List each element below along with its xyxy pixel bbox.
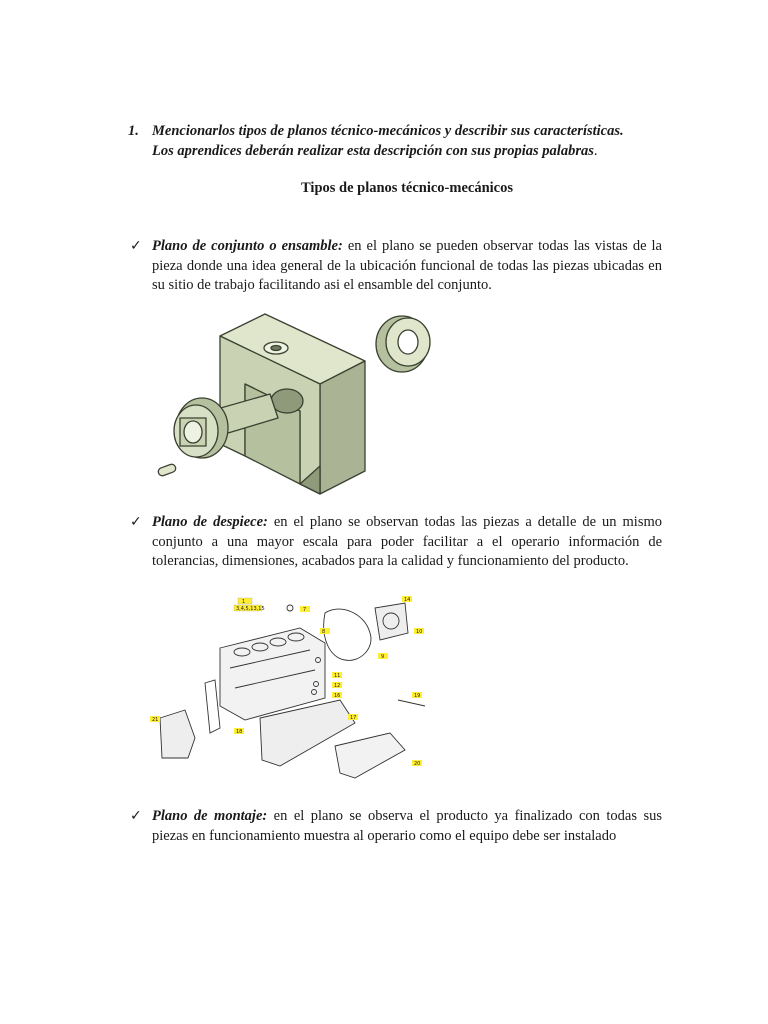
callout-label: 14 [404,597,411,603]
callout-label: 3,4,5,13,15 [236,606,265,612]
bullet-description: en el plano se observan todas las piezas a detalle de un mismo conjunto a una mayor escala para poder facilitar a el operario información de tolerancias, dimensiones, acabados para la calidad y funcionamiento del producto. [152,514,662,569]
section-title: Tipos de planos técnico-mecánicos [301,180,513,196]
bullet-exploded-text [152,513,662,572]
callout-label: 20 [414,761,421,767]
callout-label: 12 [334,683,341,689]
bullet-assembly-text [152,237,662,296]
check-icon: ✓ [130,514,142,530]
callout-label: 10 [416,629,423,635]
question-text-2-end: . [593,143,598,159]
bullet-exploded [130,513,662,572]
bullet-assembly [130,237,662,296]
callout-label: 8 [322,629,326,635]
exploded-drawing [150,588,440,784]
check-icon: ✓ [130,808,142,824]
assembly-drawing [150,306,440,496]
question-line-2 [152,143,598,160]
bullet-description: en el plano se observa el producto ya finalizado con todas sus piezas en funcionamiento muestra al operario como el equipo debe ser instalado [152,808,662,844]
check-icon: ✓ [130,238,142,254]
callout-label: 19 [414,693,421,699]
bullet-mounting-text [152,807,662,846]
bullet-mounting [130,807,662,846]
callout-label: 16 [334,693,341,699]
callout-label: 9 [381,654,385,660]
question-number: 1. [128,123,139,139]
callout-label: 11 [334,673,341,679]
callout-label: 21 [152,717,159,723]
question-line-1 [128,123,624,140]
callout-label: 7 [303,607,307,613]
callout-label: 18 [236,729,243,735]
bullet-description: en el plano se pueden observar todas las vistas de la pieza donde una idea general de la ubicación funcional de todas las piezas ubicadas en su sitio de trabajo facilitando asi el ensamble del conjunto. [152,238,662,293]
bullet-term: Plano de montaje: [152,808,268,824]
assembly-figure [150,306,440,496]
question-text-2: Los aprendices deberán realizar esta descripción con sus propias palabras [152,143,594,159]
question-text-1: Mencionarlos tipos de planos técnico-mecánicos y describir sus características. [152,123,624,139]
exploded-figure [150,588,440,784]
callout-label: 1 [242,599,246,605]
bullet-term: Plano de despiece: [152,514,268,530]
callout-label: 17 [350,715,357,721]
bullet-term: Plano de conjunto o ensamble: [152,238,343,254]
